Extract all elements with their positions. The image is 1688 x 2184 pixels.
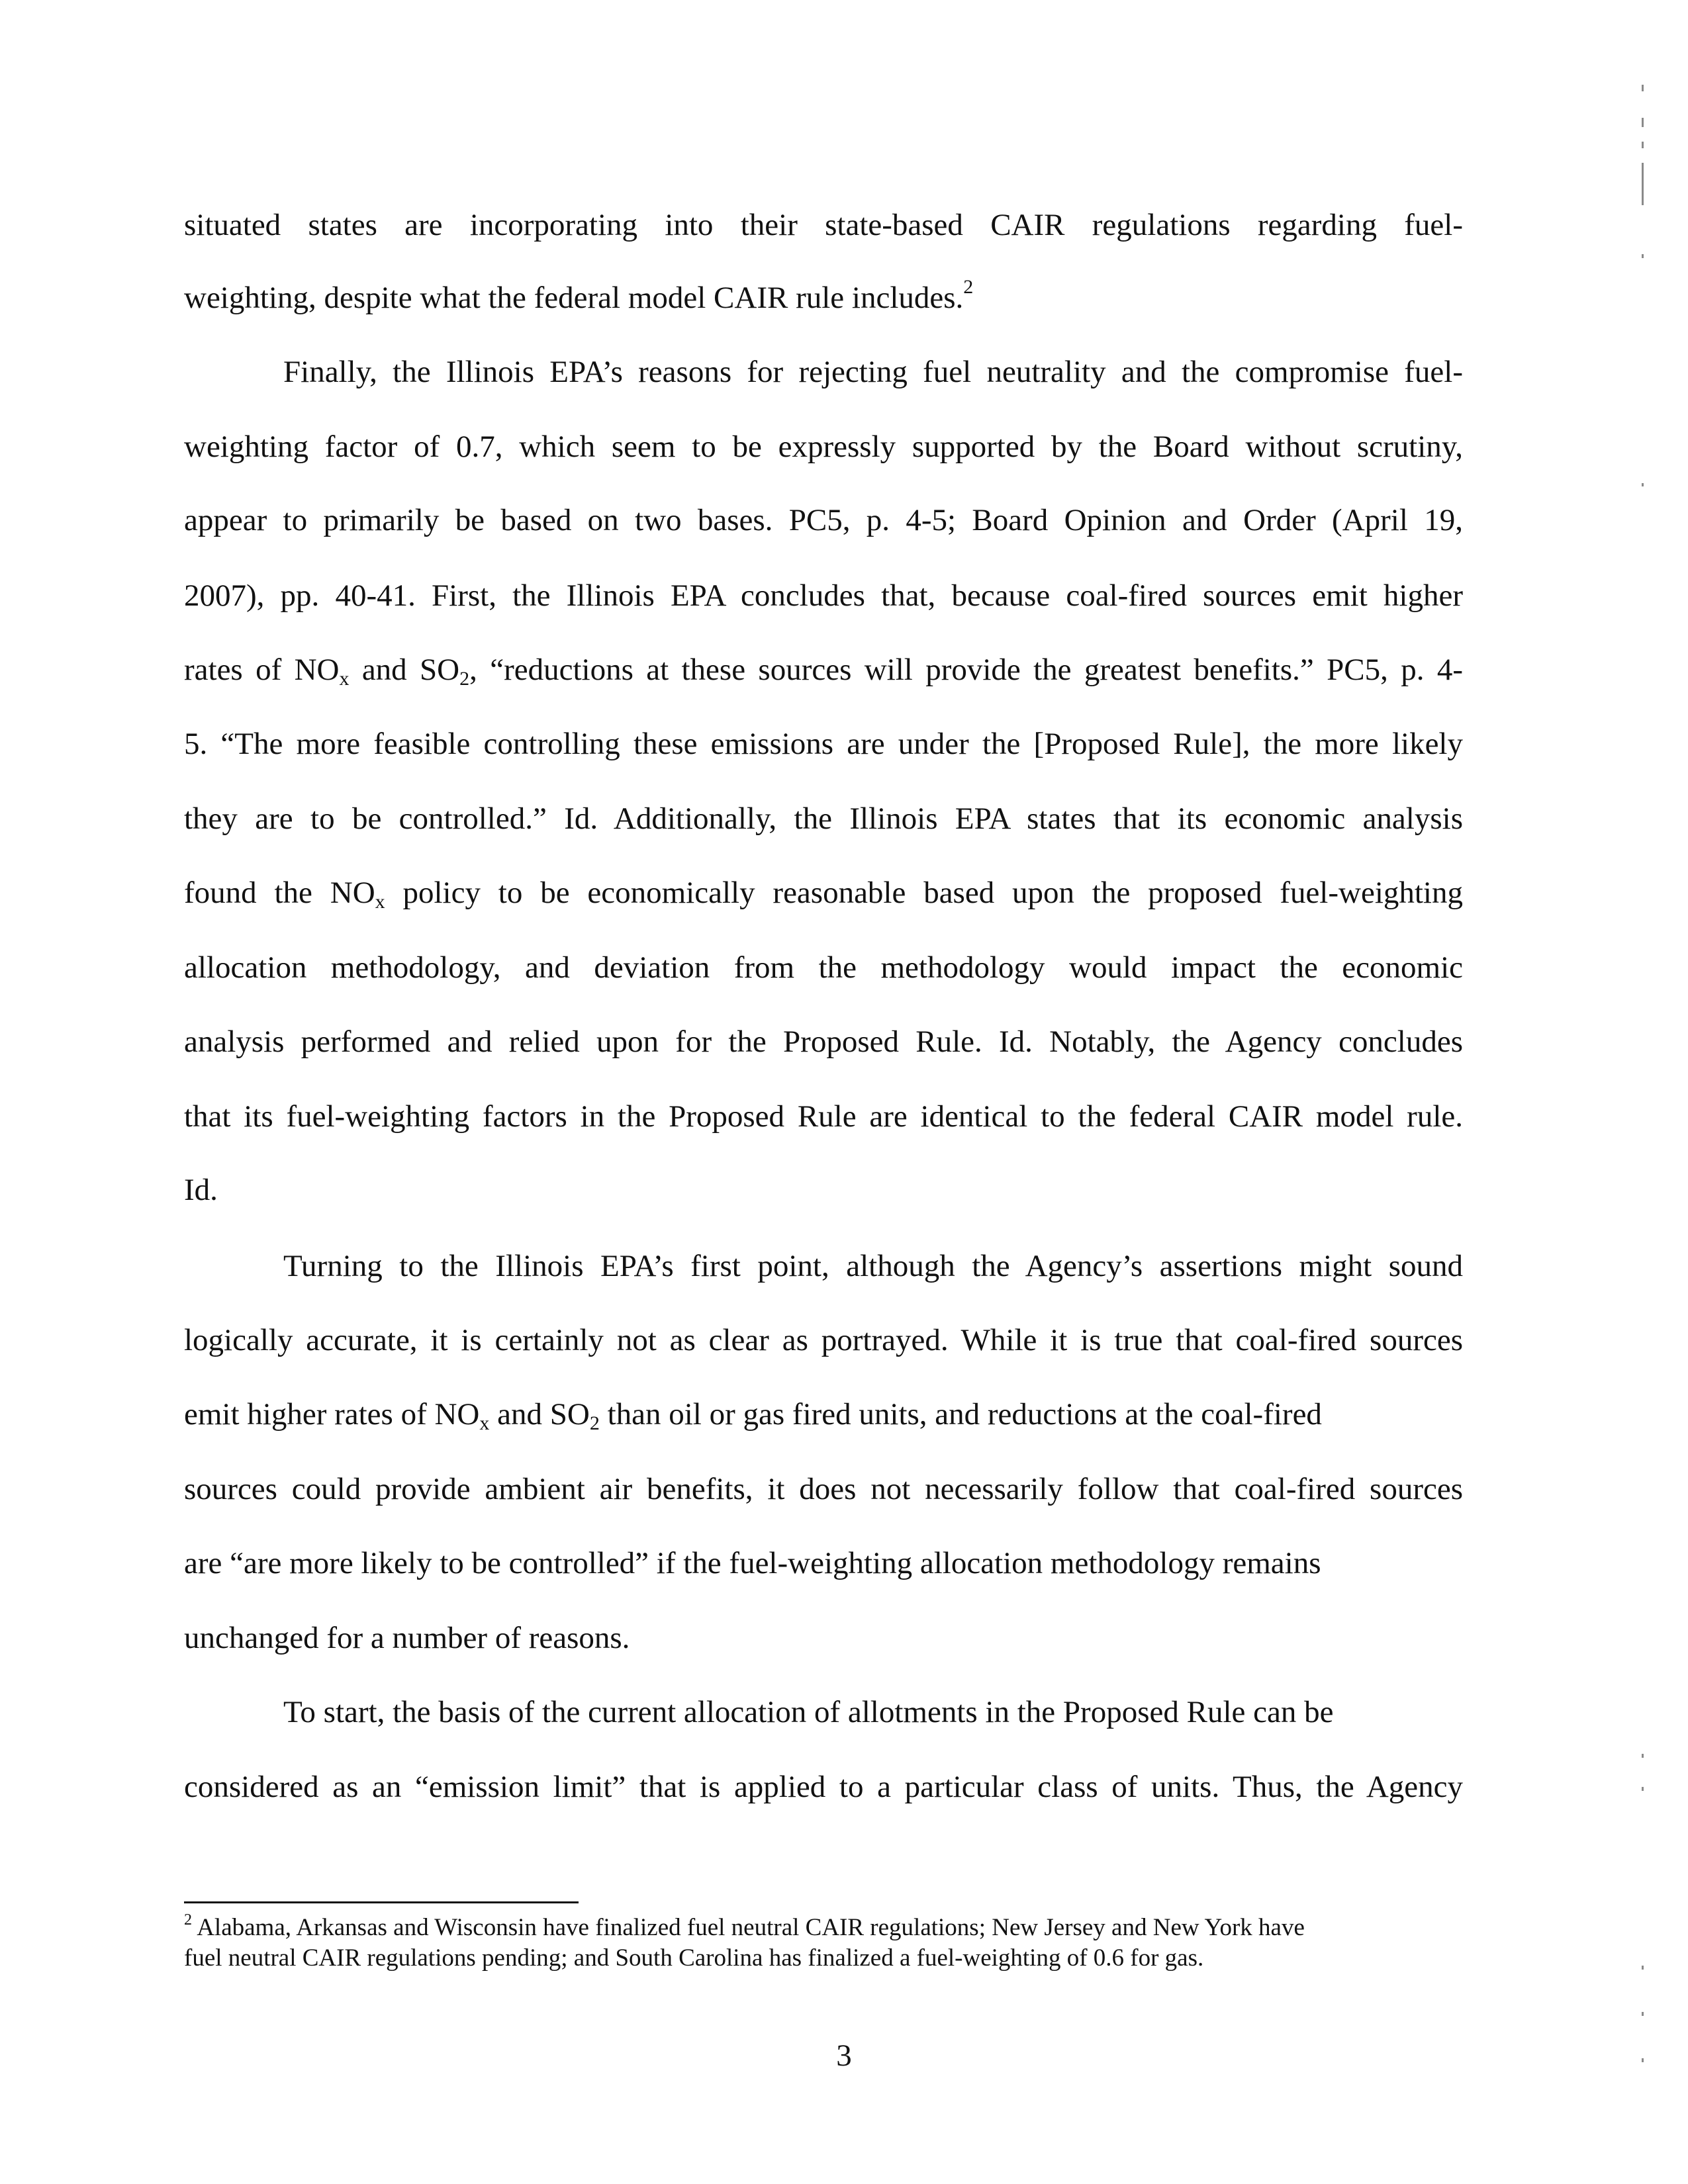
body-text: weighting, despite what the federal model CAIR rule includes.: [184, 281, 964, 315]
subscript: 2: [459, 668, 470, 690]
footnote-line: fuel neutral CAIR regulations pending; and South Carolina has finalized a fuel-weighting of 0.6 for gas.: [184, 1944, 1204, 1972]
body-line: [184, 278, 1463, 318]
body-line: analysis performed and relied upon for the Proposed Rule. Id. Notably, the Agency concludes: [184, 1024, 1463, 1059]
scan-artifact: [1642, 163, 1644, 205]
scan-artifact: [1642, 1754, 1644, 1758]
body-line: 5. “The more feasible controlling these emissions are under the [Proposed Rule], the more likely: [184, 727, 1463, 761]
body-text: and SO: [489, 1397, 590, 1432]
subscript: x: [339, 668, 350, 690]
body-line: 2007), pp. 40-41. First, the Illinois EPA concludes that, because coal-fired sources emit higher: [184, 578, 1463, 613]
subscript: x: [375, 891, 385, 913]
footnote-line: [184, 1913, 1463, 1943]
scan-artifact: [1642, 483, 1644, 486]
body-text: , “reductions at these sources will provide the greatest benefits.” PC5, p. 4-: [469, 653, 1463, 687]
body-text: policy to be economically reasonable based upon the proposed fuel-weighting: [385, 876, 1463, 910]
scan-artifact: [1642, 118, 1644, 127]
subscript: 2: [589, 1412, 600, 1434]
body-text: rates of NO: [184, 653, 340, 687]
body-line: [184, 650, 1463, 690]
body-line: situated states are incorporating into their state-based CAIR regulations regarding fuel-: [184, 208, 1463, 242]
body-line: [184, 1394, 1463, 1434]
scan-artifact: [1642, 2058, 1644, 2062]
footnote-text: Alabama, Arkansas and Wisconsin have finalized fuel neutral CAIR regulations; New Jersey and New York have: [192, 1914, 1305, 1941]
body-line: unchanged for a number of reasons.: [184, 1621, 630, 1655]
body-text: found the NO: [184, 876, 375, 910]
body-line: considered as an “emission limit” that is applied to a particular class of units. Thus, the Agency: [184, 1770, 1463, 1804]
body-line: Id.: [184, 1173, 218, 1207]
body-line: appear to primarily be based on two bases. PC5, p. 4-5; Board Opinion and Order (April 19,: [184, 503, 1463, 537]
body-text: and SO: [349, 653, 460, 687]
page-number: 3: [836, 2038, 852, 2073]
body-line: sources could provide ambient air benefits, it does not necessarily follow that coal-fired sources: [184, 1472, 1463, 1506]
body-line: they are to be controlled.” Id. Additionally, the Illinois EPA states that its economic analysis: [184, 801, 1463, 836]
body-text: than oil or gas fired units, and reductions at the coal-fired: [599, 1397, 1322, 1432]
footnote-ref: 2: [963, 276, 974, 298]
footnote-number: 2: [184, 1911, 192, 1929]
body-text: emit higher rates of NO: [184, 1397, 480, 1432]
scan-artifact: [1642, 85, 1644, 91]
scan-artifact: [1642, 1966, 1644, 1970]
body-line: weighting factor of 0.7, which seem to be expressly supported by the Board without scrutiny,: [184, 430, 1463, 464]
scan-artifact: [1642, 142, 1644, 148]
body-line: are “are more likely to be controlled” if the fuel-weighting allocation methodology remains: [184, 1546, 1321, 1580]
subscript: x: [479, 1412, 490, 1434]
scan-artifact: [1642, 2012, 1644, 2016]
body-line: Finally, the Illinois EPA’s reasons for rejecting fuel neutrality and the compromise fuel-: [283, 355, 1463, 389]
body-line: that its fuel-weighting factors in the Proposed Rule are identical to the federal CAIR model rule.: [184, 1099, 1463, 1134]
scan-artifact: [1642, 254, 1644, 258]
body-line: Turning to the Illinois EPA’s first point, although the Agency’s assertions might sound: [283, 1249, 1463, 1283]
body-line: logically accurate, it is certainly not as clear as portrayed. While it is true that coal-fired sources: [184, 1323, 1463, 1357]
scan-artifact: [1642, 1787, 1644, 1791]
footnote-separator: [184, 1901, 579, 1903]
body-line: [184, 873, 1463, 913]
body-line: To start, the basis of the current allocation of allotments in the Proposed Rule can be: [283, 1695, 1334, 1729]
body-line: allocation methodology, and deviation from the methodology would impact the economic: [184, 950, 1463, 985]
